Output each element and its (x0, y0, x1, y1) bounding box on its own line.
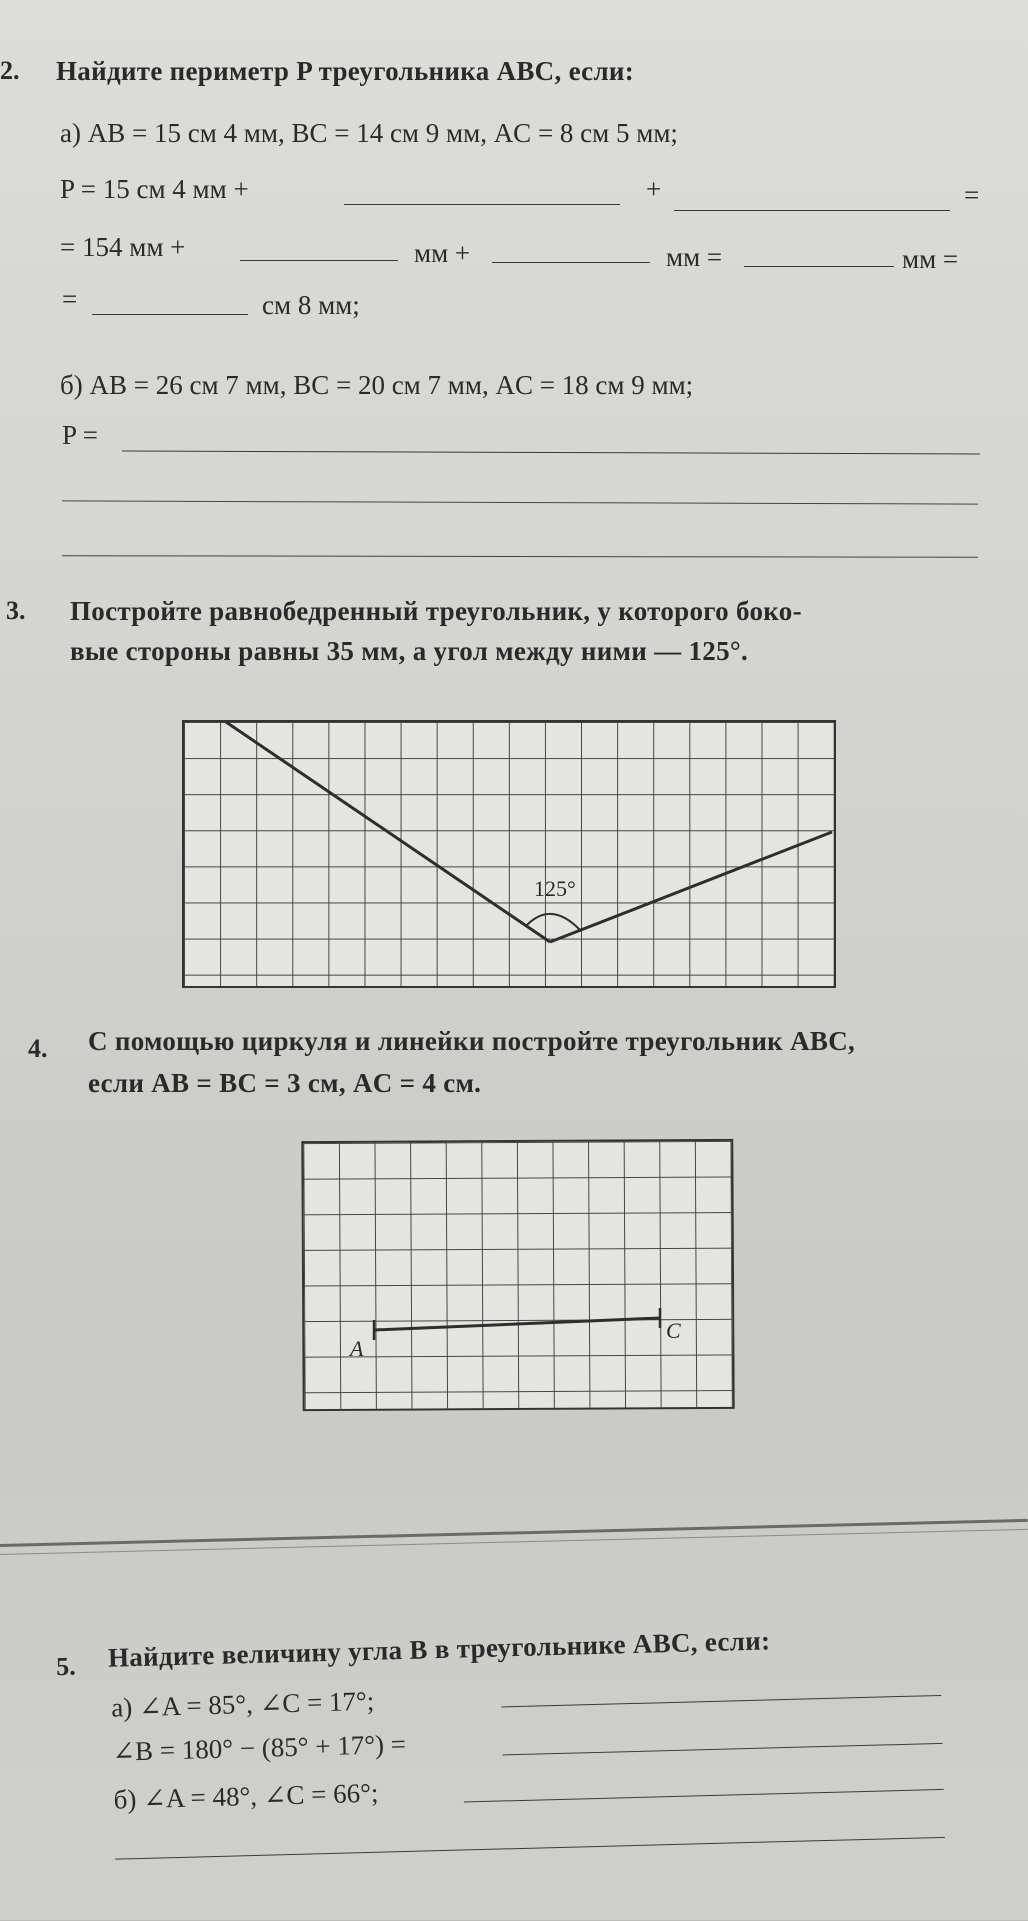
task2-a-line1-start: P = 15 см 4 мм + (60, 174, 249, 204)
task4-number: 4. (28, 1034, 48, 1063)
task2-title: Найдите периметр P треугольника ABC, если: (56, 56, 635, 86)
task2-a-condition: а) AB = 15 см 4 мм, BC = 14 см 9 мм, AC = 8 см 5 мм; (60, 118, 678, 148)
task4-line1: С помощью циркуля и линейки постройте треугольник ABC, (88, 1026, 856, 1056)
task2-a-plus: + (646, 174, 662, 204)
task5-b-condition: б) ∠A = 48°, ∠C = 66°; (113, 1777, 379, 1815)
task3-number: 3. (6, 596, 26, 625)
task5-a-expression: ∠B = 180° − (85° + 17°) = (112, 1728, 407, 1767)
task2-a-line2-start: = 154 мм + (60, 232, 186, 262)
task3-line1: Постройте равнобедренный треугольник, у которого боко- (70, 596, 802, 626)
task5-title: Найдите величину угла B в треугольнике ABC, если: (107, 1625, 771, 1673)
task5-a-condition: а) ∠A = 85°, ∠C = 17°; (110, 1685, 375, 1723)
answer-blank[interactable] (501, 1695, 941, 1708)
task2-a-line3-eq: = (62, 284, 78, 314)
answer-blank[interactable] (464, 1789, 944, 1803)
task5-number: 5. (55, 1651, 77, 1682)
point-a-label: A (350, 1336, 364, 1361)
task2-b-p: P = (62, 420, 98, 450)
task3-line2: вые стороны равны 35 мм, а угол между ними — 125°. (70, 636, 749, 666)
answer-blank[interactable] (503, 1743, 943, 1756)
task2-b-condition: б) AB = 26 см 7 мм, BC = 20 см 7 мм, AC = 18 см 9 мм; (60, 370, 694, 400)
task2-number: 2. (0, 56, 20, 85)
task2-a-mm-end: мм = (902, 244, 959, 274)
task4-line2: если AB = BC = 3 см, AC = 4 см. (88, 1068, 482, 1098)
task2-a-mm-plus: мм + (414, 238, 471, 268)
point-c-label: C (666, 1318, 681, 1343)
task2-a-line3-end: см 8 мм; (262, 290, 360, 320)
task2-a-eq: = (964, 180, 980, 210)
angle-label: 125° (534, 876, 576, 901)
answer-line[interactable] (115, 1837, 945, 1860)
task2-a-mm-eq: мм = (666, 242, 723, 272)
